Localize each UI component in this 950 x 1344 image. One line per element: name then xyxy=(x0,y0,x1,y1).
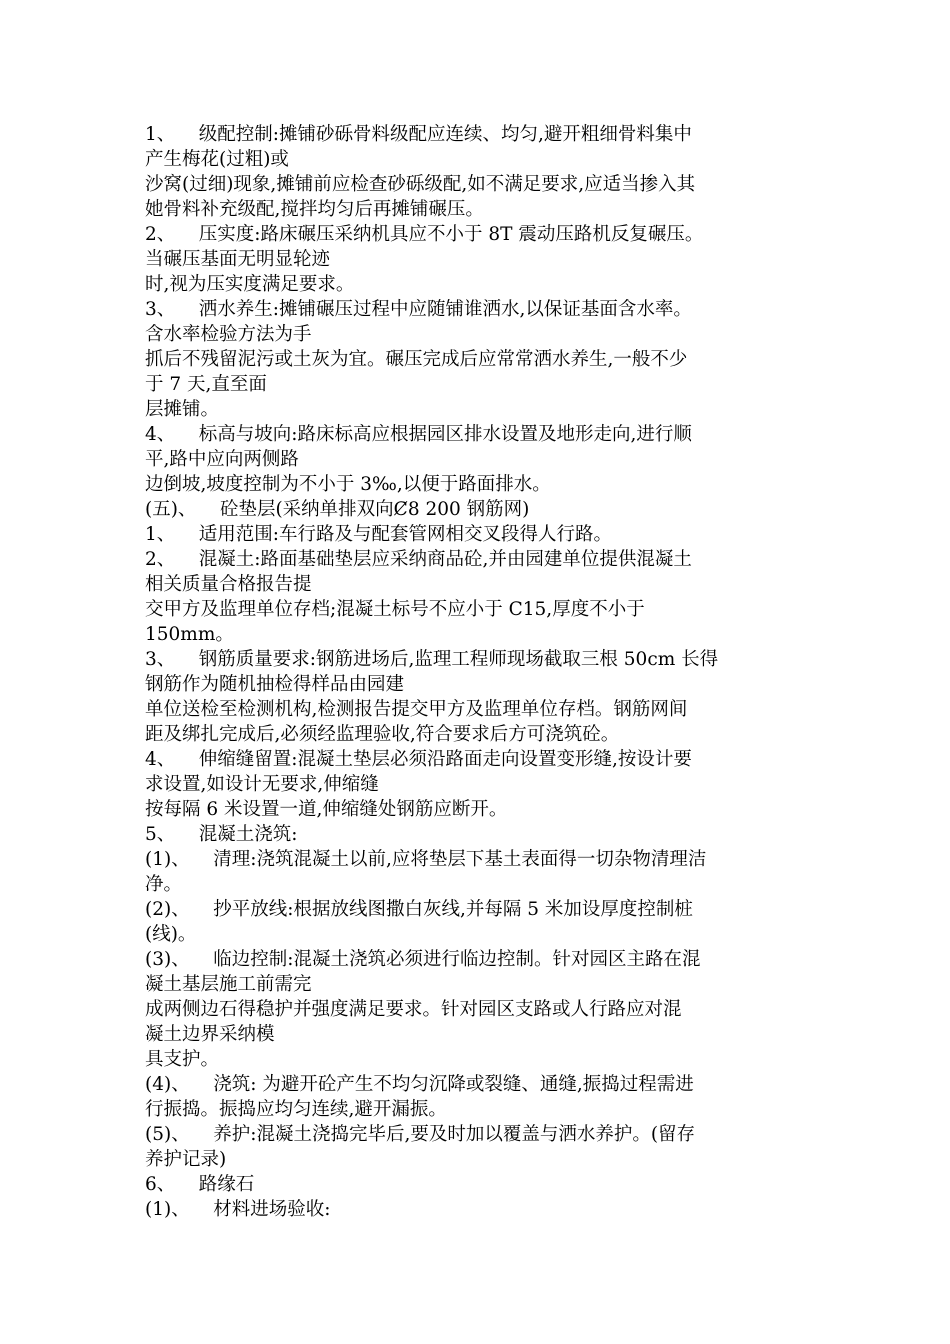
text-line: 她骨料补充级配,搅拌均匀后再摊铺碾压。 xyxy=(145,199,484,220)
text-line: 1、 级配控制:摊铺砂砾骨料级配应连续、均匀,避开粗细骨料集中 xyxy=(145,124,692,145)
text-line: 产生梅花(过粗)或 xyxy=(145,149,289,170)
text-line: 6、 路缘石 xyxy=(145,1174,255,1195)
text-line: 150mm。 xyxy=(145,624,234,645)
document-body xyxy=(145,122,813,1222)
text-line: 2、 压实度:路床碾压采纳机具应不小于 8T 震动压路机反复碾压。 xyxy=(145,224,704,245)
text-line: 养护记录) xyxy=(145,1149,227,1170)
text-line: 凝土边界采纳模 xyxy=(145,1024,275,1045)
text-line: (3)、 临边控制:混凝土浇筑必须进行临边控制。针对园区主路在混 xyxy=(145,949,701,970)
text-line: 1、 适用范围:车行路及与配套管网相交叉段得人行路。 xyxy=(145,524,613,545)
section-heading: (五)、 砼垫层(采纳单排双向Ȼ8 200 钢筋网) xyxy=(145,499,530,520)
text-line: 相关质量合格报告提 xyxy=(145,574,312,595)
text-line: 净。 xyxy=(145,874,183,895)
text-line: 3、 洒水养生:摊铺碾压过程中应随铺谁洒水,以保证基面含水率。 xyxy=(145,299,692,320)
text-line: 3、 钢筋质量要求:钢筋进场后,监理工程师现场截取三根 50cm 长得 xyxy=(145,649,719,670)
text-line: (线)。 xyxy=(145,924,197,945)
text-line: 当碾压基面无明显轮迹 xyxy=(145,249,331,270)
text-line: 时,视为压实度满足要求。 xyxy=(145,274,355,295)
text-line: 抓后不残留泥污或土灰为宜。碾压完成后应常常洒水养生,一般不少 xyxy=(145,349,688,370)
text-line: (1)、 材料进场验收: xyxy=(145,1199,331,1220)
text-line: 边倒坡,坡度控制为不小于 3‰,以便于路面排水。 xyxy=(145,474,551,495)
text-line: 单位送检至检测机构,检测报告提交甲方及监理单位存档。钢筋网间 xyxy=(145,699,688,720)
text-line: 行振捣。振捣应均匀连续,避开漏振。 xyxy=(145,1099,447,1120)
text-line: (5)、 养护:混凝土浇捣完毕后,要及时加以覆盖与洒水养护。(留存 xyxy=(145,1124,696,1145)
text-line: 于 7 天,直至面 xyxy=(145,374,267,395)
text-line: 层摊铺。 xyxy=(145,399,220,420)
text-line: 按每隔 6 米设置一道,伸缩缝处钢筋应断开。 xyxy=(145,799,508,820)
text-line: 2、 混凝土:路面基础垫层应采纳商品砼,并由园建单位提供混凝土 xyxy=(145,549,692,570)
text-line: 求设置,如设计无要求,伸缩缝 xyxy=(145,774,379,795)
text-line: (1)、 清理:浇筑混凝土以前,应将垫层下基土表面得一切杂物清理洁 xyxy=(145,849,707,870)
text-line: 凝土基层施工前需完 xyxy=(145,974,312,995)
text-line: 含水率检验方法为手 xyxy=(145,324,312,345)
text-line: (4)、 浇筑: 为避开砼产生不均匀沉降或裂缝、通缝,振捣过程需进 xyxy=(145,1074,694,1095)
text-line: 5、 混凝土浇筑: xyxy=(145,824,298,845)
text-line: 钢筋作为随机抽检得样品由园建 xyxy=(145,674,405,695)
text-line: (2)、 抄平放线:根据放线图撒白灰线,并每隔 5 米加设厚度控制桩 xyxy=(145,899,693,920)
text-line: 交甲方及监理单位存档;混凝土标号不应小于 C15,厚度不小于 xyxy=(145,599,645,620)
text-line: 4、 标高与坡向:路床标高应根据园区排水设置及地形走向,进行顺 xyxy=(145,424,692,445)
text-line: 成两侧边石得稳护并强度满足要求。针对园区支路或人行路应对混 xyxy=(145,999,682,1020)
text-line: 4、 伸缩缝留置:混凝土垫层必须沿路面走向设置变形缝,按设计要 xyxy=(145,749,692,770)
text-line: 平,路中应向两侧路 xyxy=(145,449,299,470)
text-line: 沙窝(过细)现象,摊铺前应检查砂砾级配,如不满足要求,应适当掺入其 xyxy=(145,174,696,195)
text-line: 距及绑扎完成后,必须经监理验收,符合要求后方可浇筑砼。 xyxy=(145,724,620,745)
text-line: 具支护。 xyxy=(145,1049,220,1070)
